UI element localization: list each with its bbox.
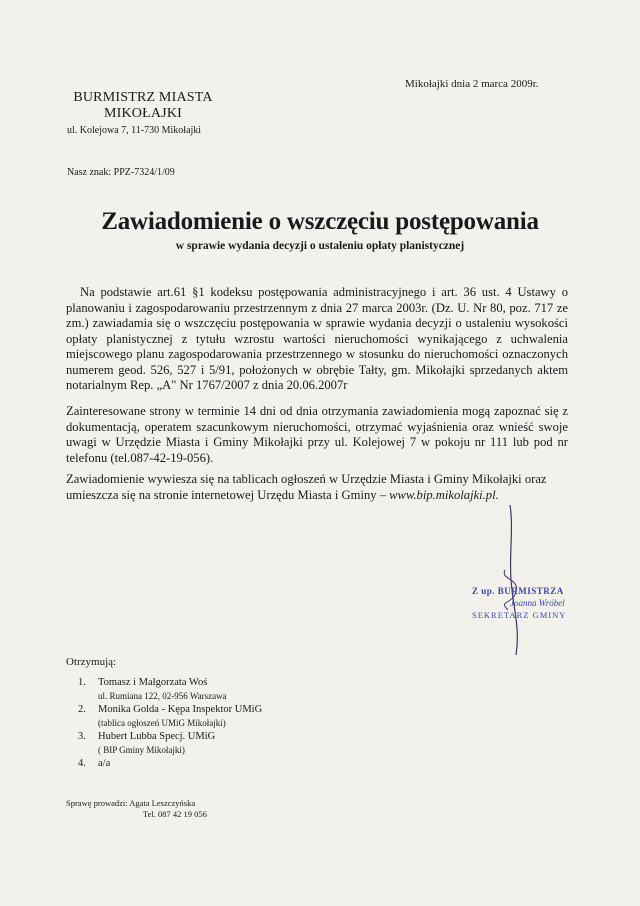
list-item-number: 1. [78,677,86,688]
recipient-detail: ul. Rumiana 122, 02-956 Warszawa [98,690,227,701]
paragraph-publication [66,472,568,503]
case-phone: Tel. 087 42 19 056 [143,809,207,819]
signature-stamp [472,585,602,621]
reference-number: Nasz znak: PPZ-7324/1/09 [67,167,175,178]
issuer-title-line2: MIKOŁAJKI [103,106,182,121]
list-item-number: 3. [78,731,86,742]
document-date: Mikołajki dnia 2 marca 2009r. [405,78,539,90]
stamp-line-position: SEKRETARZ GMINY [472,610,567,620]
publication-text: Zawiadomienie wywiesza się na tablicach ogłoszeń w Urzędzie Miasta i Gminy Mikołajki oraz umieszcza się na stronie internetowej Urzędu Miasta i Gminy – [66,472,547,502]
recipient-name: Hubert Lubba Specj. UMiG [98,731,216,742]
stamp-line-authority: Z up. BURMISTRZA [472,586,564,596]
case-contact [66,798,207,820]
issuer-address: ul. Kolejowa 7, 11-730 Mikołajki [67,125,202,136]
list-item [78,677,262,702]
bip-link[interactable]: www.bip.mikolajki.pl. [389,487,499,502]
recipients-list [78,677,262,773]
list-item-number: 4. [78,758,86,769]
stamp-line-name: Joanna Wróbel [510,598,565,608]
list-item [78,758,262,771]
recipients-label: Otrzymują: [66,656,117,668]
recipient-detail: ( BIP Gminy Mikołajki) [98,744,185,755]
case-handler: Sprawę prowadzi: Agata Leszczyńska [66,798,196,808]
document-title: Zawiadomienie o wszczęciu postępowania [101,208,539,235]
paragraph-interested-parties: Zainteresowane strony w terminie 14 dni od dnia otrzymania zawiadomienia mogą zapoznać się z dokumentacją, operatem szacunkowym nieruchomości, otrzymać wyjaśnienia oraz wnieść swoje uwagi w Urzędzie Miasta i Gminy Mikołajki przy ul. Kolejowej 7 w pokoju nr 111 lub pod nr telefonu (tel.087-42-19-056). [66,404,568,465]
issuer-block [68,90,218,122]
recipient-name: Tomasz i Małgorzata Woś [98,677,208,688]
document-subtitle: w sprawie wydania decyzji o ustaleniu opłaty planistycznej [175,240,465,252]
recipient-detail: (tablica ogłoszeń UMiG Mikołajki) [98,717,226,728]
recipient-name: Monika Golda - Kępa Inspektor UMiG [98,704,263,715]
paragraph-legal-basis: Na podstawie art.61 §1 kodeksu postępowania administracyjnego i art. 36 ust. 4 Ustawy o planowaniu i zagospodarowaniu przestrzennym z dnia 27 marca 2003r. (Dz. U. Nr 80, poz. 717 ze zm.) zawiadamia się o wszczęciu postępowania w sprawie wydania decyzji o ustaleniu wysokości opłaty planistycznej z tytułu wzrostu wartości nieruchomości wynikającego z uchwalenia miejscowego planu zagospodarowania przestrzennego w stosunku do nieruchomości oznaczonych numerem geod. 526, 527 i 5/91, położonych w obrębie Tałty, gm. Mikołajki sprzedanych aktem notarialnym Rep. „A" Nr 1767/2007 z dnia 20.06.2007r [66,285,568,392]
list-item [78,731,262,756]
handwritten-signature [490,500,550,660]
issuer-title-line1: BURMISTRZ MIASTA [73,90,213,105]
list-item-number: 2. [78,704,86,715]
list-item [78,704,262,729]
recipient-name: a/a [98,758,111,769]
